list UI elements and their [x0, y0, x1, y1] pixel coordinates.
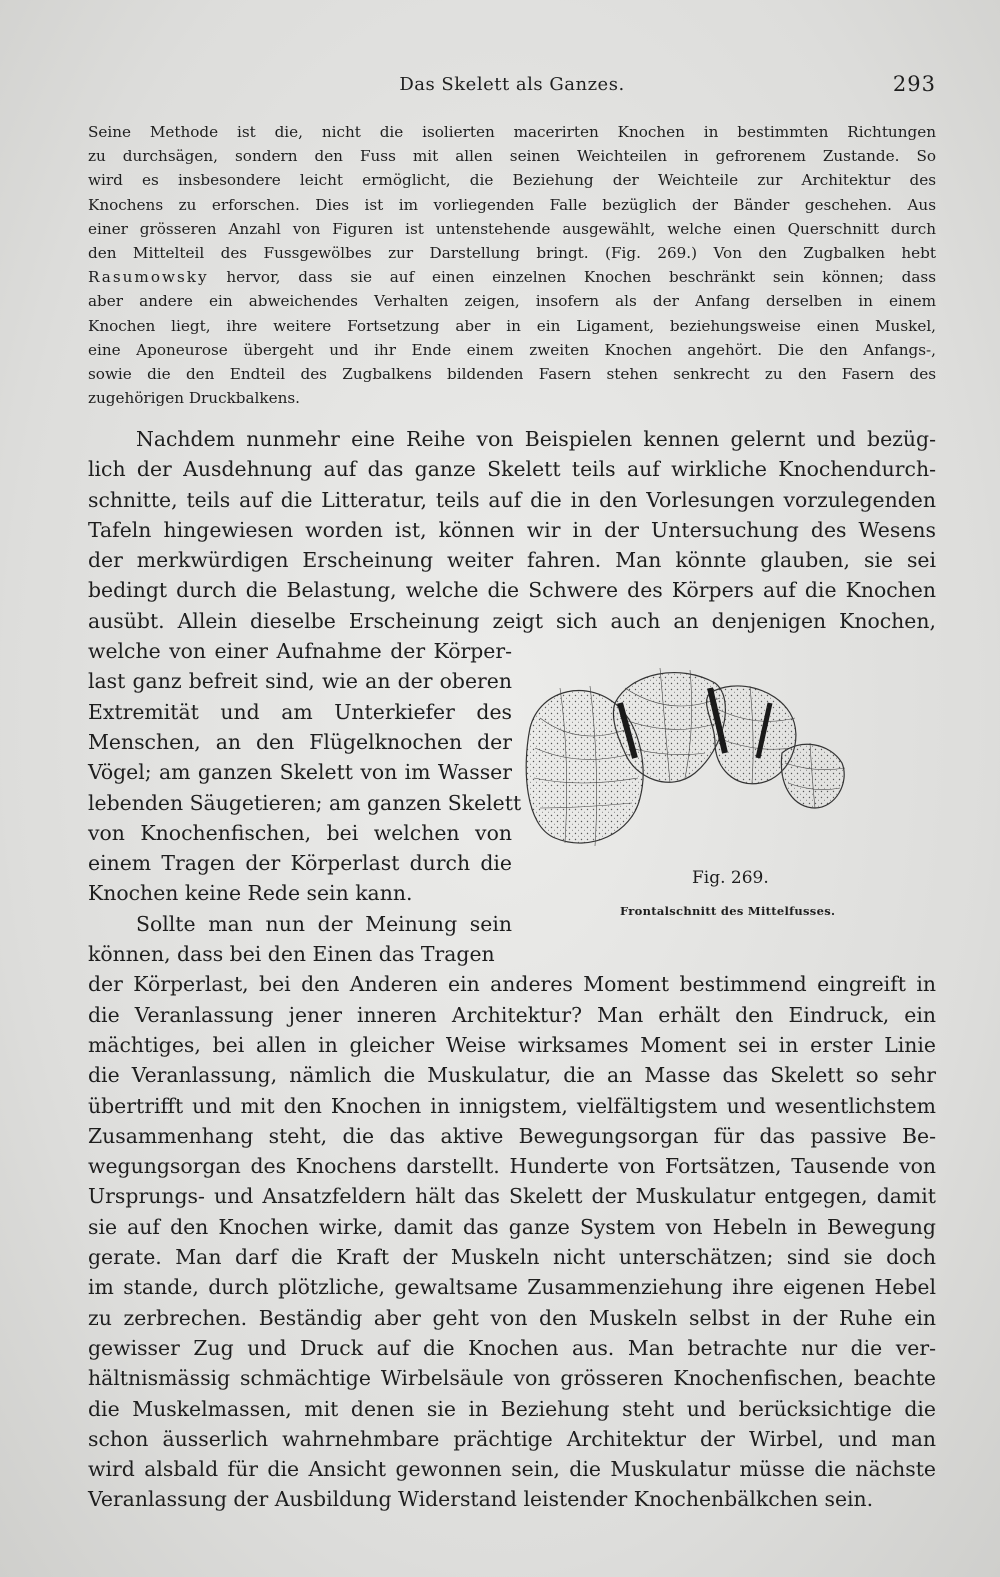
text-line: [88, 265, 936, 289]
bone-section-small: [781, 744, 844, 808]
text-line: zugehörigen Druckbalkens.: [88, 389, 301, 408]
text-line: wird alsbald für die Ansicht gewonnen sein, die Muskulatur müsse die nächste: [88, 1457, 936, 1482]
text-line: Vögel; am ganzen Skelett von im Wasser: [88, 760, 512, 785]
figure-illustration: [520, 658, 850, 858]
text-line: welche von einer Aufnahme der Körper-: [88, 639, 512, 664]
text-line: Seine Methode ist die, nicht die isolierten macerirten Knochen in bestimmten Richtungen: [88, 123, 936, 141]
small-print-paragraph: [88, 120, 936, 410]
text-line: aber andere ein abweichendes Verhalten zeigen, insofern als der Anfang derselben in einem: [88, 292, 936, 311]
text-line: können, dass bei den Einen das Tragen: [88, 942, 495, 967]
text-line: Tafeln hingewiesen worden ist, können wir in der Untersuchung des Wesens: [88, 517, 936, 542]
text-fragment: hervor, dass sie auf einen einzelnen Knochen beschränkt sein können; dass: [226, 268, 937, 287]
page-number: 293: [892, 72, 936, 96]
text-line: hältnismässig schmächtige Wirbelsäule von grösseren Knochenfischen, beachte: [88, 1366, 936, 1391]
text-line: wird es insbesondere leicht ermöglicht, die Beziehung der Weichteile zur Architektur des: [88, 171, 936, 190]
figure-caption: Frontalschnitt des Mittelfusses.: [620, 904, 836, 918]
author-name: Rasumowsky: [88, 268, 209, 287]
text-line: übertrifft und mit den Knochen in innigstem, vielfältigstem und wesentlichstem: [88, 1093, 936, 1118]
text-line: die Veranlassung jener inneren Architektur? Man erhält den Eindruck, ein: [88, 1002, 936, 1027]
bone-section-drawing: [520, 658, 850, 858]
text-line: wegungsorgan des Knochens darstellt. Hunderte von Fortsätzen, Tausende von: [88, 1154, 936, 1179]
text-line: einem Tragen der Körperlast durch die: [88, 851, 512, 876]
text-line: Zusammenhang steht, die das aktive Bewegungsorgan für das passive Be-: [88, 1123, 936, 1148]
text-line: Nachdem nunmehr eine Reihe von Beispielen kennen gelernt und bezüg-: [136, 427, 936, 451]
text-line: Veranlassung der Ausbildung Widerstand leistender Knochenbälkchen sein.: [88, 1487, 874, 1512]
text-line: Knochen keine Rede sein kann.: [88, 881, 413, 906]
text-line: den Mittelteil des Fussgewölbes zur Darstellung bringt. (Fig. 269.) Von den Zugbalken hebt: [88, 244, 936, 263]
text-line: der merkwürdigen Erscheinung weiter fahren. Man könnte glauben, sie sei: [88, 548, 936, 573]
text-line: lebenden Säugetieren; am ganzen Skelett: [88, 790, 522, 815]
text-line: sie auf den Knochen wirke, damit das ganze System von Hebeln in Bewegung: [88, 1214, 936, 1239]
text-line: Sollte man nun der Meinung sein: [136, 911, 512, 936]
text-line: der Körperlast, bei den Anderen ein anderes Moment bestimmend eingreift in: [88, 972, 936, 997]
running-head: [88, 72, 936, 100]
text-line: zu zerbrechen. Beständig aber geht von den Muskeln selbst in der Ruhe ein: [88, 1305, 936, 1330]
text-line: last ganz befreit sind, wie an der oberen: [88, 669, 512, 694]
text-line: gewisser Zug und Druck auf die Knochen aus. Man betrachte nur die ver-: [88, 1335, 936, 1360]
text-line: schon äusserlich wahrnehmbare prächtige Architektur der Wirbel, und man: [88, 1426, 936, 1451]
text-line: ausübt. Allein dieselbe Erscheinung zeigt sich auch an denjenigen Knochen,: [88, 608, 936, 633]
text-line: Menschen, an den Flügelknochen der: [88, 729, 512, 754]
figure-label: Fig. 269.: [692, 868, 769, 888]
main-paragraph: [88, 424, 936, 1515]
text-line: im stande, durch plötzliche, gewaltsame Zusammenziehung ihre eigenen Hebel: [88, 1275, 936, 1300]
text-line: lich der Ausdehnung auf das ganze Skelett teils auf wirkliche Knochendurch-: [88, 457, 936, 482]
text-line: mächtiges, bei allen in gleicher Weise wirksames Moment sei in erster Linie: [88, 1032, 936, 1057]
text-line: Ursprungs- und Ansatzfeldern hält das Skelett der Muskulatur entgegen, damit: [88, 1184, 936, 1209]
text-line: sowie die den Endteil des Zugbalkens bildenden Fasern stehen senkrecht zu den Fasern des: [88, 365, 936, 384]
text-line: Extremität und am Unterkiefer des: [88, 699, 512, 724]
text-line: eine Aponeurose übergeht und ihr Ende einem zweiten Knochen angehört. Die den Anfangs-,: [88, 340, 936, 359]
text-line: bedingt durch die Belastung, welche die Schwere des Körpers auf die Knochen: [88, 578, 936, 603]
text-line: die Veranlassung, nämlich die Muskulatur, die an Masse das Skelett so sehr: [88, 1063, 936, 1088]
text-line: von Knochenfischen, bei welchen von: [88, 820, 512, 845]
text-line: gerate. Man darf die Kraft der Muskeln nicht unterschätzen; sind sie doch: [88, 1245, 936, 1270]
text-line: einer grösseren Anzahl von Figuren ist untenstehende ausgewählt, welche einen Querschnitt durch: [88, 219, 936, 238]
text-line: schnitte, teils auf die Litteratur, teils auf die in den Vorlesungen vorzulegenden: [88, 487, 936, 512]
text-line: Knochens zu erforschen. Dies ist im vorliegenden Falle bezüglich der Bänder geschehen. Aus: [88, 195, 936, 214]
text-line: die Muskelmassen, mit denen sie in Beziehung steht und berücksichtige die: [88, 1396, 936, 1421]
text-line: zu durchsägen, sondern den Fuss mit allen seinen Weichteilen in gefrorenem Zustande. So: [88, 147, 936, 166]
running-title: Das Skelett als Ganzes.: [399, 74, 625, 95]
text-line: Knochen liegt, ihre weitere Fortsetzung aber in ein Ligament, beziehungsweise einen Muskel,: [88, 316, 936, 335]
